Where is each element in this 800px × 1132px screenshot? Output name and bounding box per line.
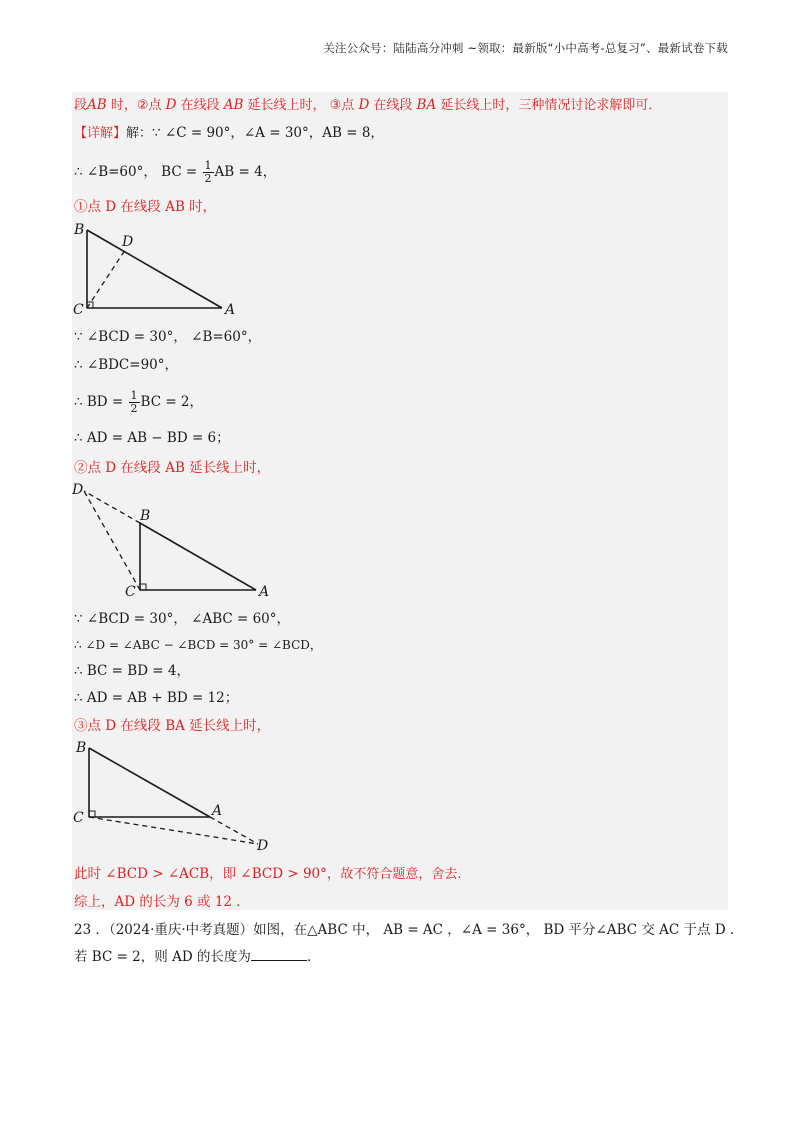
segment-ba (140, 523, 256, 590)
question-23-line2: 若 BC = 2，则 AD 的长度为 ． (74, 949, 321, 965)
case3-conclusion: 此时 ∠BCD > ∠ACB，即 ∠BCD > 90°，故不符合题意，舍去. (74, 866, 462, 882)
fraction-half: $\frac{1}{2}$ (204, 159, 212, 185)
figure-case2 (72, 482, 272, 600)
summary-line: 综上，AD 的长为 6 或 12 ． (74, 894, 250, 910)
case1-title: ①点 D 在线段 AB 时， (74, 199, 217, 215)
segment-cd-dashed (87, 250, 125, 308)
figure-case1 (72, 222, 252, 322)
label-a: A (212, 803, 223, 819)
label-d: D (257, 838, 269, 854)
segment-cd-dashed (89, 817, 258, 844)
label-d: D (122, 234, 134, 250)
label-c: C (125, 584, 136, 600)
right-angle-mark (89, 811, 95, 817)
label-a: A (259, 584, 270, 600)
label-a: A (225, 302, 236, 318)
segment-ba (89, 748, 210, 817)
bc-derivation-line: ∴ ∠B=60°， BC = $\frac{1}{2}$ AB = 4， (74, 159, 277, 185)
case2-line3: ∴ BC = BD = 4， (74, 663, 191, 679)
figure-case3 (72, 740, 282, 855)
label-b: B (76, 740, 87, 756)
case3-title: ③点 D 在线段 BA 延长线上时， (74, 718, 271, 734)
detail-line: 【详解】解：∵ ∠C = 90°，∠A = 30°，AB = 8， (74, 125, 384, 141)
segment-ba (87, 230, 222, 308)
page-header: 关注公众号：陆陆高分冲刺 ~领取：最新版“小中高考-总复习”、最新试卷下载 (323, 41, 728, 55)
case1-line3: ∴ BD = $\frac{1}{2}$ BC = 2， (74, 389, 204, 415)
solution-intro-line: 段AB 时，②点 D 在线段 AB 延长线上时， ③点 D 在线段 BA 延长线上时，三种情况讨论求解即可． (74, 97, 662, 113)
fraction-half: $\frac{1}{2}$ (130, 389, 138, 415)
case1-line4: ∴ AD = AB − BD = 6； (74, 430, 230, 446)
case1-line1: ∵ ∠BCD = 30°， ∠B=60°， (74, 329, 262, 345)
segment-bd-dashed (84, 491, 140, 523)
detail-tag: 【详解】 (74, 126, 127, 141)
case1-line2: ∴ ∠BDC=90°， (74, 357, 179, 373)
label-c: C (73, 302, 84, 318)
answer-blank[interactable] (251, 948, 307, 961)
case2-line4: ∴ AD = AB + BD = 12； (74, 690, 239, 706)
case2-line1: ∵ ∠BCD = 30°， ∠ABC = 60°， (74, 611, 291, 627)
label-b: B (74, 222, 85, 238)
question-23-line1: 23 ．（2024·重庆·中考真题）如图，在△ABC 中， AB = AC ，∠A = 36°， BD 平分∠ABC 交 AC 于点 D ． (74, 922, 744, 938)
case2-line2: ∴ ∠D = ∠ABC − ∠BCD = 30° = ∠BCD， (74, 638, 322, 652)
right-angle-mark (140, 584, 146, 590)
label-d: D (72, 482, 84, 498)
case2-title: ②点 D 在线段 AB 延长线上时， (74, 460, 271, 476)
label-b: B (140, 508, 151, 524)
segment-cd-dashed (84, 491, 140, 590)
label-c: C (73, 810, 84, 826)
